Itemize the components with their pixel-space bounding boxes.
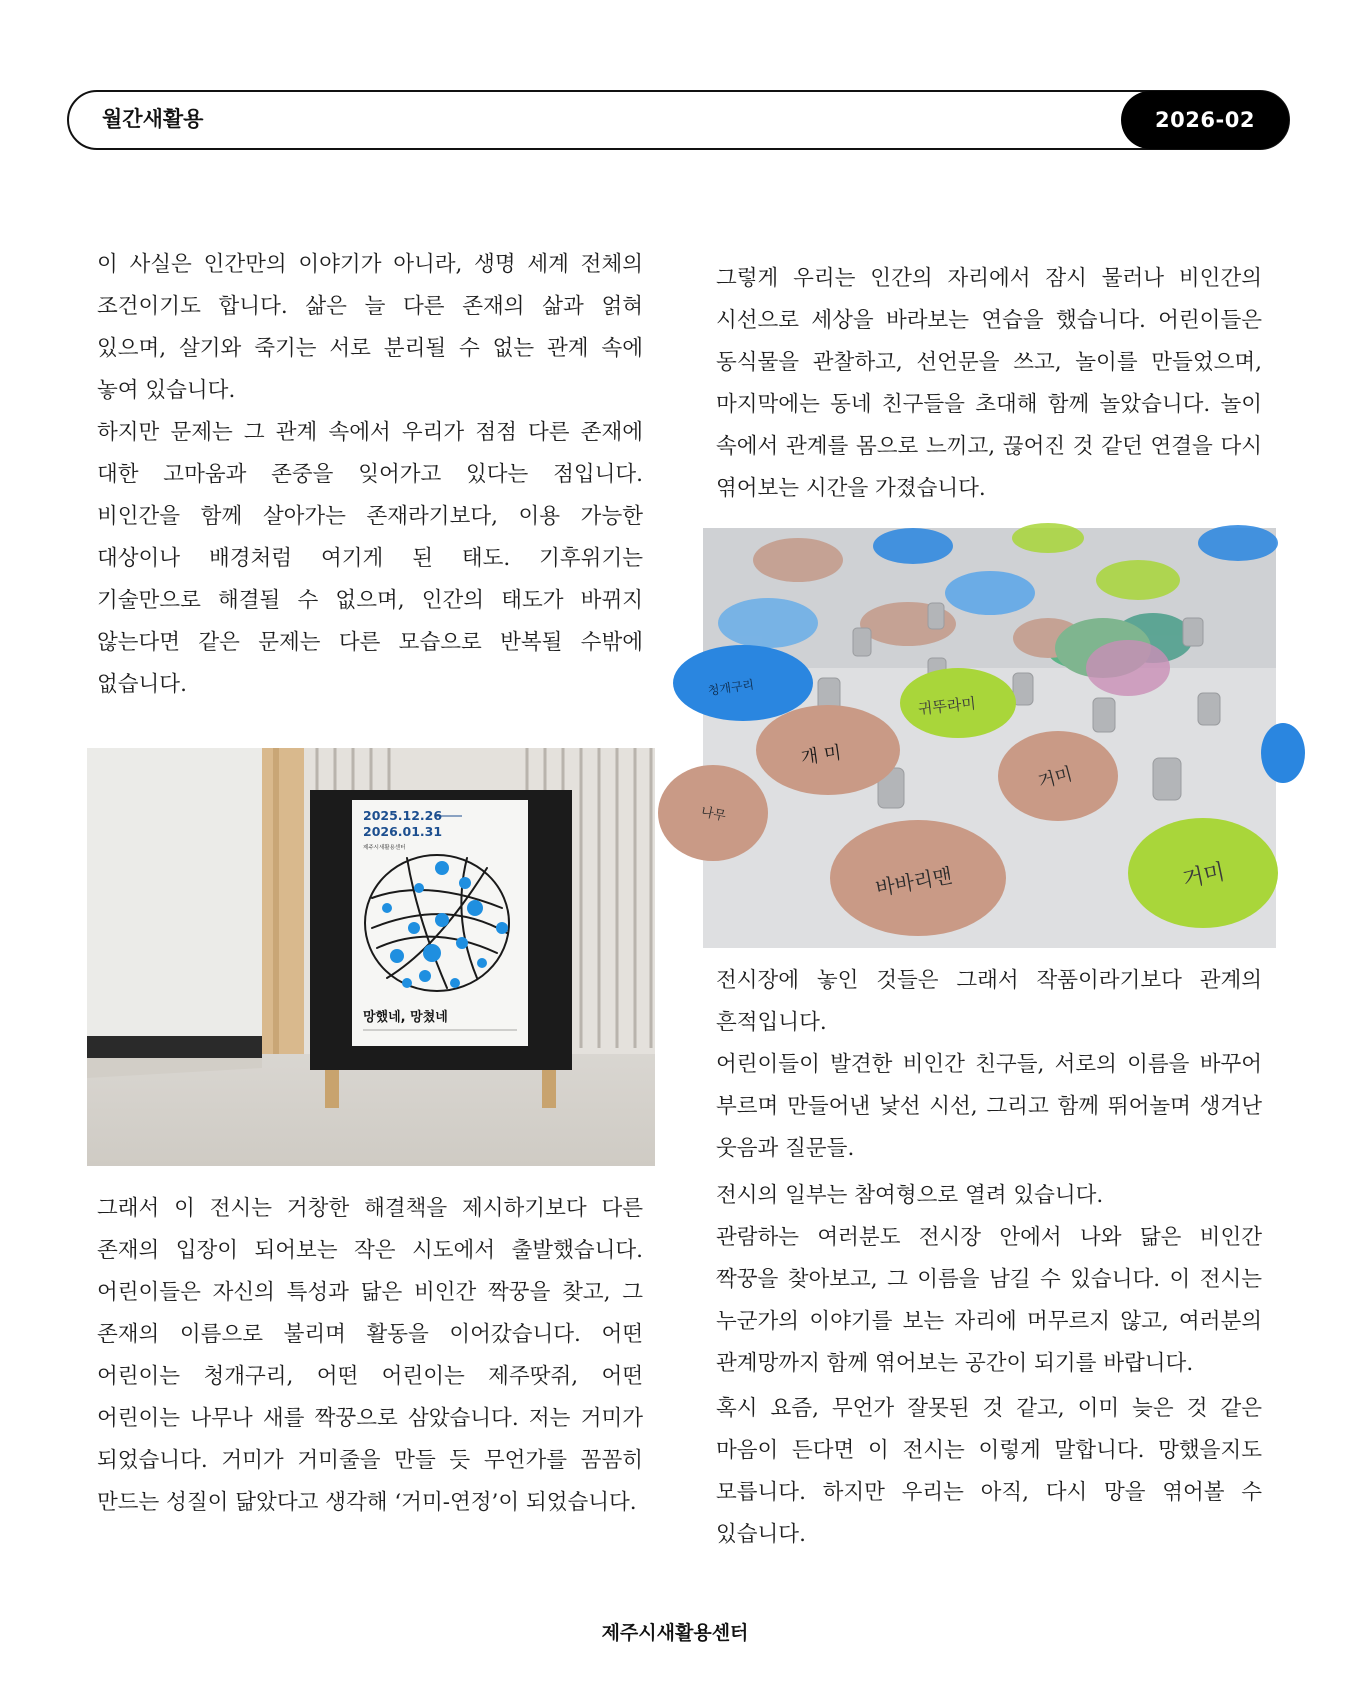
left-paragraph-2: 하지만 문제는 그 관계 속에서 우리가 점점 다른 존재에 대한 고마움과 존중을 잊어가고 있다는 점입니다. 비인간을 함께 살아가는 존재라기보다, 이용 가능한 대상이나 배경처럼 여기게 된 태도. 기후위기는 기술만으로 해결될 수 없으며, 인간의 태도가 바뀌지 않는다면 같은 문제는 다른 모습으로 반복될 수밖에 없습니다.	[97, 420, 643, 697]
tag-spider-2: 거미	[1180, 859, 1228, 893]
tag-spider-1: 거미	[1035, 763, 1075, 793]
poster-venue: 제주시새활용센터	[363, 845, 406, 851]
tag-ant: 개 미	[799, 742, 843, 769]
tag-trenchcoat: 바바리맨	[873, 863, 955, 901]
right-paragraph-3a: 전시의 일부는 참여형으로 열려 있습니다.	[716, 1183, 1104, 1208]
poster-date-end: 2026.01.31	[363, 824, 443, 839]
poster-date-start: 2025.12.26	[363, 808, 443, 823]
left-paragraph-1: 이 사실은 인간만의 이야기가 아니라, 생명 세계 전체의 조건이기도 합니다. 삶은 늘 다른 존재의 삶과 얽혀 있으며, 살기와 죽기는 서로 분리될 수 없는 관계 속에 놓여 있습니다.	[97, 252, 643, 403]
tag-tree: 나무	[699, 804, 728, 825]
poster-title: 망했네, 망쳤네	[363, 1010, 448, 1025]
left-paragraph-3: 그래서 이 전시는 거창한 해결책을 제시하기보다 다른 존재의 입장이 되어보는 작은 시도에서 출발했습니다. 어린이들은 자신의 특성과 닮은 비인간 짝꿍을 찾고, 그 존재의 이름으로 불리며 활동을 이어갔습니다. 어떤 어린이는 청개구리, 어떤 어린이는 제주땃쥐, 어떤 어린이는 나무나 새를 짝꿍으로 삼았습니다. 저는 거미가 되었습니다. 거미가 거미줄을 만들 듯 무언가를 꼼꼼히 만드는 성질이 닮았다고 생각해 ‘거미-연정’이 되었습니다.	[97, 1196, 643, 1515]
name-tags-photo	[699, 528, 1276, 948]
magazine-title: 월간새활용	[102, 107, 204, 131]
footer-organization: 제주시새활용센터	[601, 1622, 749, 1644]
tag-frog: 청개구리	[707, 677, 755, 698]
right-paragraph-3b: 관람하는 여러분도 전시장 안에서 나와 닮은 비인간 짝꿍을 찾아보고, 그 이름을 남길 수 있습니다. 이 전시는 누군가의 이야기를 보는 자리에 머무르지 않고, 여러분의 관계망까지 함께 엮어보는 공간이 되기를 바랍니다.	[716, 1225, 1262, 1376]
right-paragraph-1: 그렇게 우리는 인간의 자리에서 잠시 물러나 비인간의 시선으로 세상을 바라보는 연습을 했습니다. 어린이들은 동식물을 관찰하고, 선언문을 쓰고, 놀이를 만들었으며, 마지막에는 동네 친구들을 초대해 함께 놀았습니다. 놀이 속에서 관계를 몸으로 느끼고, 끊어진 것 같던 연결을 다시 엮어보는 시간을 가졌습니다.	[716, 266, 1262, 501]
right-paragraph-2b: 어린이들이 발견한 비인간 친구들, 서로의 이름을 바꾸어 부르며 만들어낸 낯선 시선, 그리고 함께 뛰어놀며 생겨난 웃음과 질문들.	[716, 1052, 1262, 1161]
exhibition-poster-photo	[87, 748, 655, 1166]
header-bar	[67, 90, 1290, 150]
right-paragraph-2a: 전시장에 놓인 것들은 그래서 작품이라기보다 관계의 흔적입니다.	[716, 968, 1262, 1035]
tag-cricket: 귀뚜라미	[917, 694, 977, 719]
right-paragraph-4: 혹시 요즘, 무언가 잘못된 것 같고, 이미 늦은 것 같은 마음이 든다면 이 전시는 이렇게 말합니다. 망했을지도 모릅니다. 하지만 우리는 아직, 다시 망을 엮어볼 수 있습니다.	[716, 1396, 1262, 1547]
issue-badge: 2026-02	[1121, 91, 1289, 149]
